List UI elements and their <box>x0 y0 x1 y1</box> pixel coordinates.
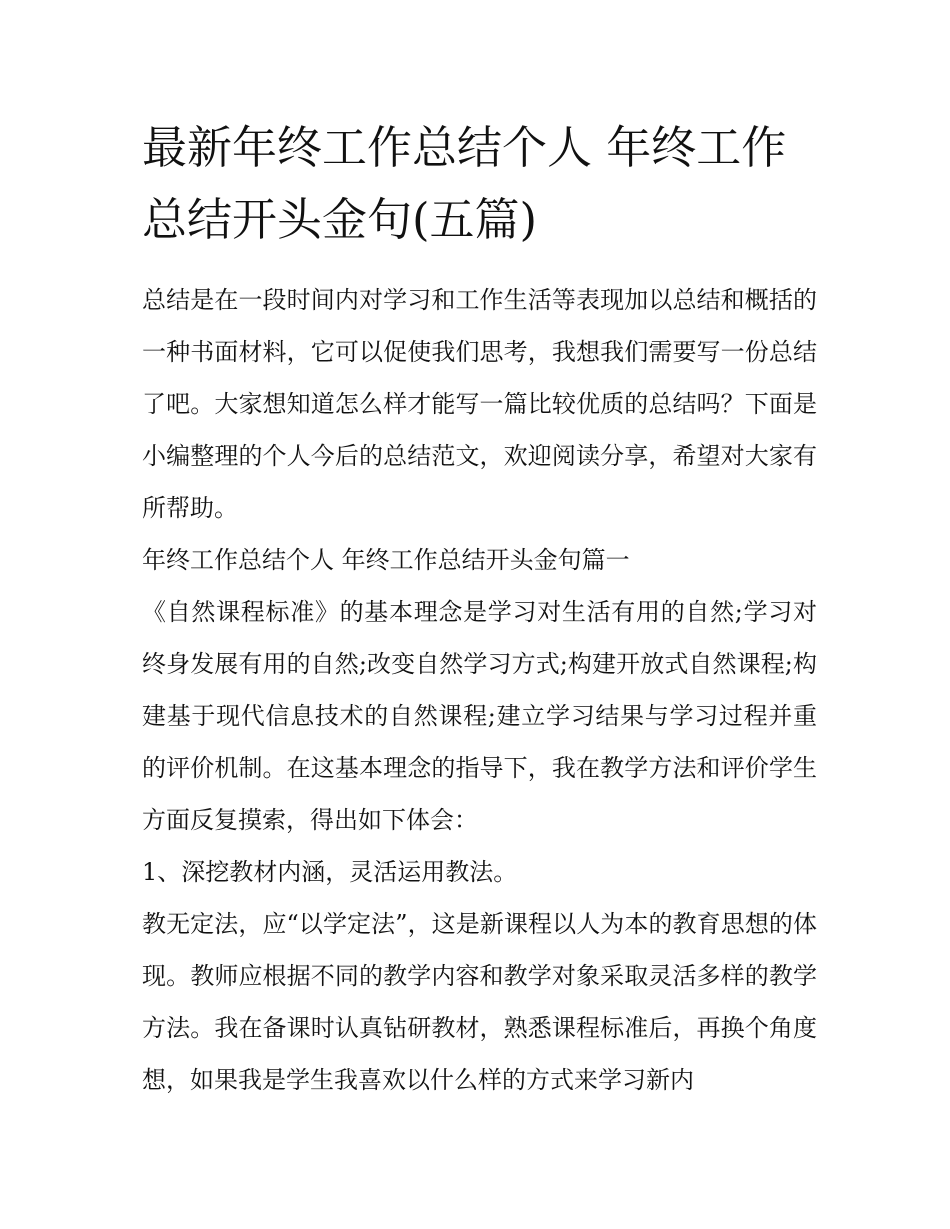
numbered-point: 1、深挖教材内涵，灵活运用教法。 <box>142 858 518 886</box>
section-heading: 年终工作总结个人 年终工作总结开头金句篇一 <box>142 546 630 574</box>
document-body <box>142 112 817 1106</box>
document-title: 最新年终工作总结个人 年终工作总结开头金句(五篇) <box>142 121 787 246</box>
intro-paragraph: 总结是在一段时间内对学习和工作生活等表现加以总结和概括的一种书面材料，它可以促使我们思考，我想我们需要写一份总结了吧。大家想知道怎么样才能写一篇比较优质的总结吗？下面是小编整理的个人今后的总结范文，欢迎阅读分享，希望对大家有所帮助。 <box>142 286 817 522</box>
body-paragraph: 《自然课程标准》的基本理念是学习对生活有用的自然;学习对终身发展有用的自然;改变自然学习方式;构建开放式自然课程;构建基于现代信息技术的自然课程;建立学习结果与学习过程并重的评价机制。在这基本理念的指导下，我在教学方法和评价学生方面反复摸索，得出如下体会： <box>142 598 817 834</box>
body-paragraph: 教无定法，应“以学定法”，这是新课程以人为本的教育思想的体现。教师应根据不同的教学内容和教学对象采取灵活多样的教学方法。我在备课时认真钻研教材，熟悉课程标准后，再换个角度想，如果我是学生我喜欢以什么样的方式来学习新内 <box>142 910 817 1094</box>
